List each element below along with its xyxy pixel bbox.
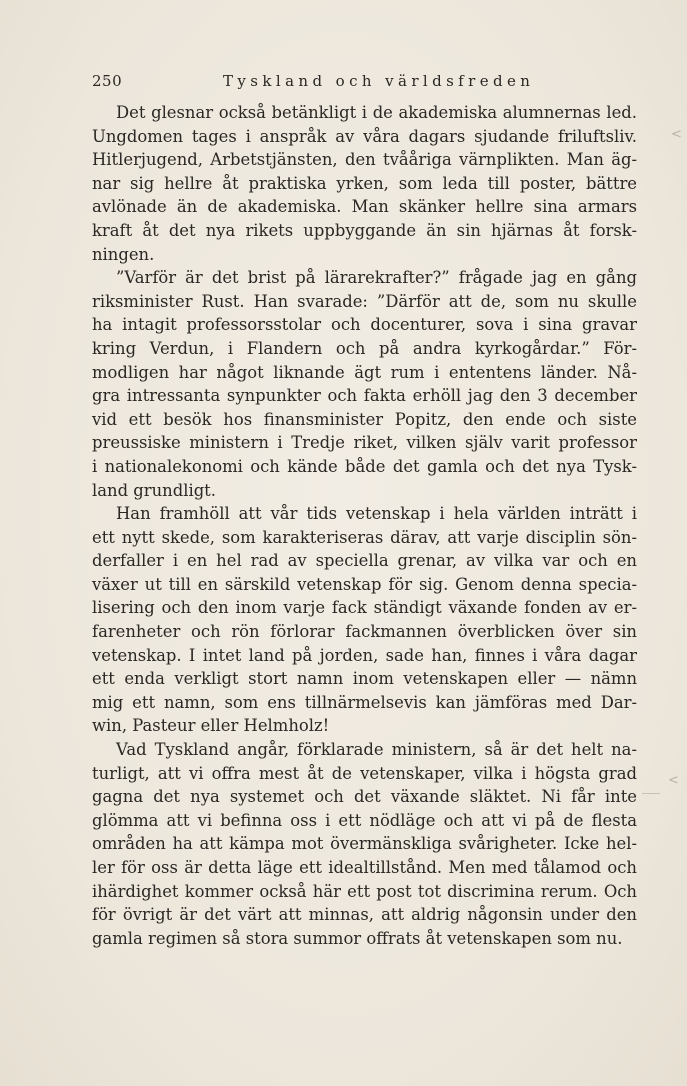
- text-line: turligt, att vi offra mest åt de vetenskaper, vilka i högsta grad: [92, 763, 637, 783]
- text-line: områden ha att kämpa mot övermänskliga svårigheter. Icke hel-: [92, 834, 637, 854]
- paragraph: [92, 502, 637, 738]
- text-line: gagna det nya systemet och det växande släktet. Ni får inte: [92, 787, 637, 807]
- text-line: Han framhöll att vår tids vetenskap i hela världen inträtt i: [116, 504, 637, 524]
- text-line: nar sig hellre åt praktiska yrken, som leda till poster, bättre: [92, 173, 637, 193]
- paragraph: [92, 101, 637, 266]
- text-line: vid ett besök hos finansminister Popitz, den ende och siste: [92, 409, 637, 429]
- text-line: ningen.: [92, 244, 155, 264]
- margin-mark: <: [668, 773, 679, 788]
- text-line: kraft åt det nya rikets uppbyggande än sin hjärnas åt forsk-: [92, 220, 637, 240]
- text-line: ha intagit professorsstolar och docenturer, sova i sina gravar: [92, 315, 637, 335]
- paragraph: [92, 266, 637, 502]
- paragraph: [92, 738, 637, 950]
- text-line: ”Varför är det brist på lärarekrafter?” frågade jag en gång: [116, 268, 637, 288]
- text-line: ett enda verkligt stort namn inom vetenskapen eller — nämn: [92, 669, 637, 689]
- text-line: Hitlerjugend, Arbetstjänsten, den tvååriga värnplikten. Man äg-: [92, 150, 637, 170]
- running-title: Tyskland och världsfreden: [223, 72, 535, 90]
- text-line: modligen har något liknande ägt rum i ententens länder. Nå-: [92, 362, 637, 382]
- text-line: ler för oss är detta läge ett idealtillstånd. Men med tålamod och: [92, 858, 637, 877]
- text-line: preussiske ministern i Tredje riket, vilken själv varit professor: [92, 433, 637, 453]
- text-line: glömma att vi befinna oss i ett nödläge och att vi på de flesta: [92, 810, 637, 830]
- text-line: riksminister Rust. Han svarade: ”Därför att de, som nu skulle: [92, 291, 637, 311]
- text-line: win, Pasteur eller Helmholz!: [92, 716, 330, 736]
- text-line: i nationalekonomi och kände både det gamla och det nya Tysk-: [92, 456, 637, 476]
- text-line: ihärdighet kommer också här ett post tot discrimina rerum. Och: [92, 881, 637, 901]
- running-head: [92, 70, 637, 94]
- body-text: [92, 101, 637, 950]
- text-line: mig ett namn, som ens tillnärmelsevis kan jämföras med Dar-: [92, 692, 637, 712]
- text-line: för övrigt är det värt att minnas, att aldrig någonsin under den: [92, 905, 637, 925]
- text-line: vetenskap. I intet land på jorden, sade han, finnes i våra dagar: [92, 645, 637, 665]
- text-line: gamla regimen så stora summor offrats åt vetenskapen som nu.: [92, 928, 623, 948]
- text-line: kring Verdun, i Flandern och på andra kyrkogårdar.” För-: [92, 338, 637, 358]
- text-line: land grundligt.: [92, 480, 216, 500]
- text-line: gra intressanta synpunkter och fakta erhöll jag den 3 december: [92, 386, 637, 406]
- text-line: Ungdomen tages i anspråk av våra dagars sjudande friluftsliv.: [92, 126, 637, 146]
- text-line: lisering och den inom varje fack ständigt växande fonden av er-: [92, 598, 637, 618]
- text-line: avlönade än de akademiska. Man skänker hellre sina armars: [92, 197, 637, 217]
- text-line: ett nytt skede, som karakteriseras därav, att varje disciplin sön-: [92, 527, 637, 547]
- margin-pencil-stroke: [642, 793, 660, 794]
- text-line: farenheter och rön förlorar fackmannen överblicken över sin: [92, 622, 637, 642]
- page-number: 250: [92, 72, 123, 90]
- text-line: Vad Tyskland angår, förklarade ministern, så är det helt na-: [116, 740, 637, 760]
- text-line: Det glesnar också betänkligt i de akademiska alumnernas led.: [116, 103, 637, 122]
- text-line: växer ut till en särskild vetenskap för sig. Genom denna specia-: [92, 574, 637, 594]
- text-line: derfaller i en hel rad av speciella grenar, av vilka var och en: [92, 551, 637, 571]
- margin-mark: <: [671, 127, 682, 142]
